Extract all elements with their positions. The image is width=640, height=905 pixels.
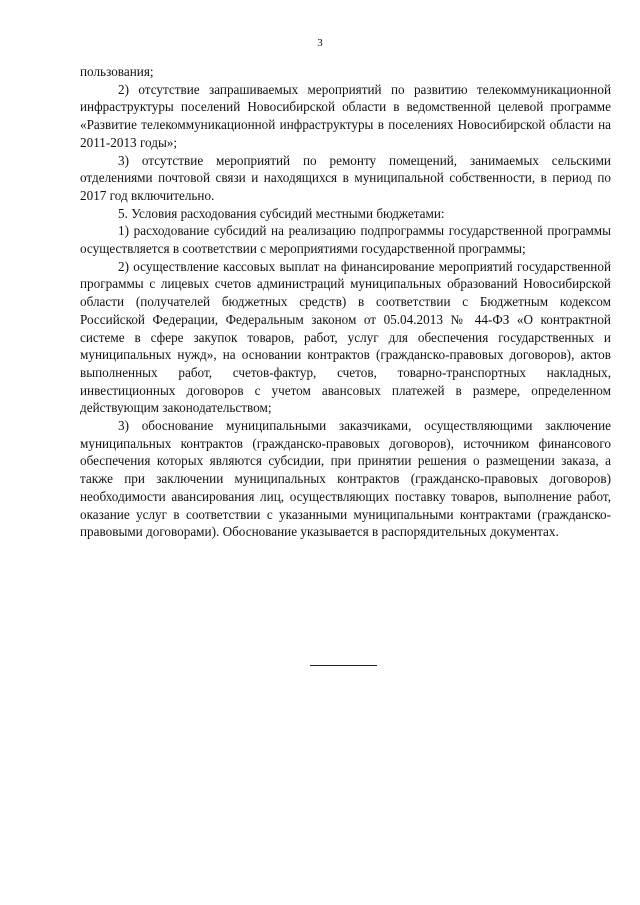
document-body	[80, 63, 611, 541]
paragraph-condition-3: 3) обоснование муниципальными заказчиками, осуществляющими заключение муниципальных контрактов (гражданско-правовых договоров), источником финансового обеспечения которых являются субсидии, при принятии решения о размещении заказа, а также при заключении муниципальных контрактов (гражданско-правовых договоров) необходимости авансирования лиц, осуществляющих поставку товаров, выполнение работ, оказание услуг в соответствии с указанными муниципальными контрактами (гражданско-правовыми договорами). Обоснование указывается в распорядительных документах.	[80, 418, 611, 540]
paragraph-continuation: пользования;	[80, 64, 154, 79]
section-5-heading: 5. Условия расходования субсидий местными бюджетами:	[118, 205, 445, 221]
paragraph-condition-2: 2) осуществление кассовых выплат на финансирование мероприятий государственной программы с лицевых счетов администраций муниципальных образований Новосибирской области (получателей бюджетных средств) в соответствии с Бюджетным кодексом Российской Федерации, Федеральным законом от 05.04.2013 № 44-ФЗ «О контрактной системе в сфере закупок товаров, работ, услуг для обеспечения государственных и муниципальных нужд», на основании контрактов (гражданско-правовых договоров), актов выполненных работ, счетов-фактур, счетов, товарно-транспортных накладных, инвестиционных договоров с учетом авансовых платежей в размере, определенном действующим законодательством;	[80, 258, 611, 416]
paragraph-condition-1: 1) расходование субсидий на реализацию подпрограммы государственной программы осуществляется в соответствии с мероприятиями государственной программы;	[80, 223, 611, 257]
paragraph-item-3-repair: 3) отсутствие мероприятий по ремонту помещений, занимаемых сельскими отделениями почтовой связи и находящихся в муниципальной собственности, в период по 2017 год включительно.	[80, 152, 611, 203]
paragraph-item-2-telecom: 2) отсутствие запрашиваемых мероприятий по развитию телекоммуникационной инфраструктуры поселений Новосибирской области в ведомственной целевой программе «Развитие телекоммуникационной инфраструктуры в поселениях Новосибирской области на 2011-2013 годы»;	[80, 81, 611, 150]
end-of-document-rule	[310, 665, 377, 666]
page-number: 3	[317, 37, 323, 49]
